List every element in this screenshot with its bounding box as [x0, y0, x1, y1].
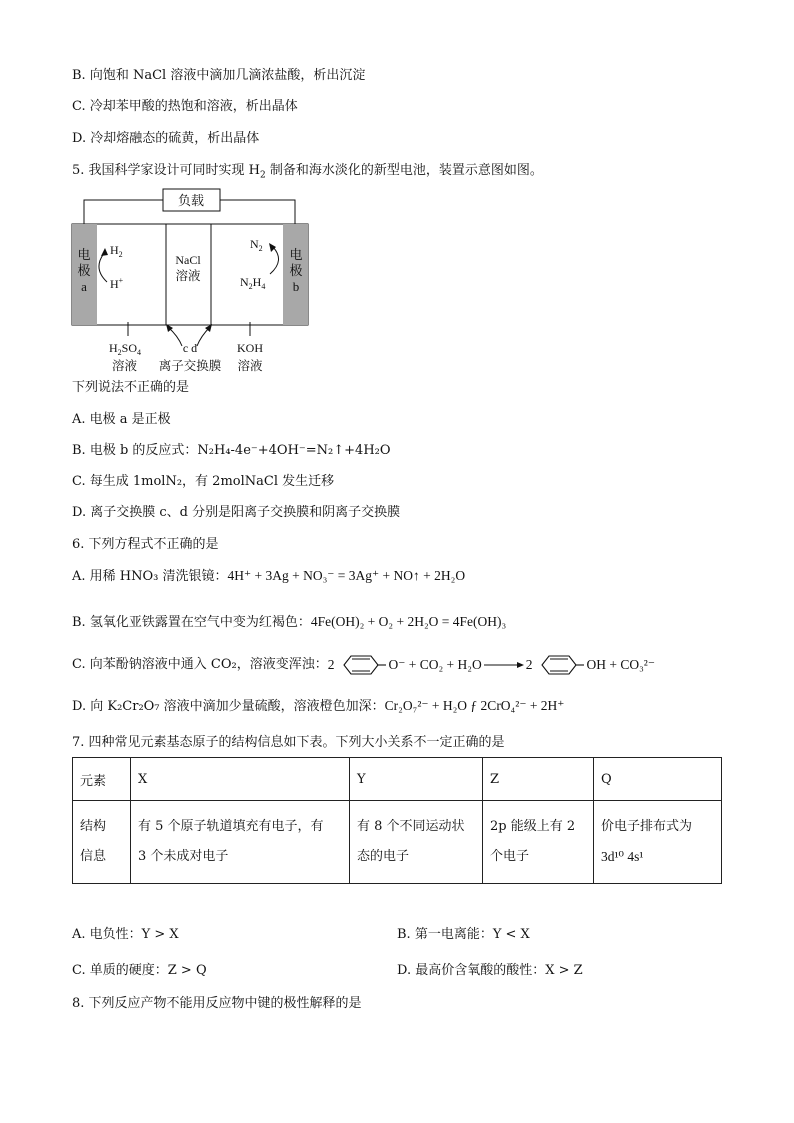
benzene-ring-icon [336, 654, 386, 676]
header-q: Q [594, 758, 722, 801]
benzene-ring-icon [534, 654, 584, 676]
electrode-a-char2: 极 [77, 263, 91, 278]
q5-stem: 5. 我国科学家设计可同时实现 $H_2$ 制备和海水淡化的新型电池，装置示意图如图。 [72, 163, 543, 181]
n2-label: $N_2$ [250, 237, 263, 253]
q5-option-a: A. 电极 a 是正极 [72, 412, 171, 427]
q7-option-d: D. 最高价含氧酸的酸性：X > Z [397, 963, 583, 978]
electrode-a-char1: 电 [77, 247, 91, 262]
membrane-label: 离子交换膜 [158, 359, 222, 373]
q7-option-c: C. 单质的硬度：Z > Q [72, 963, 207, 978]
koh-solution-label: 溶液 [237, 359, 263, 373]
electrode-b-char3: b [292, 279, 300, 294]
q7-stem: 7. 四种常见元素基态原子的结构信息如下表。下列大小关系不一定正确的是 [72, 735, 505, 750]
header-x: X [131, 758, 350, 801]
q-info: 价电子排布式为 3d¹⁰ 4s¹ [594, 801, 722, 884]
q5-option-d: D. 离子交换膜 c、d 分别是阳离子交换膜和阴离子交换膜 [72, 505, 401, 520]
load-label: 负载 [177, 193, 205, 208]
battery-diagram [60, 186, 320, 378]
row-label: 结构 信息 [73, 801, 131, 884]
cd-label: c d [182, 341, 198, 355]
element-info-table [72, 757, 722, 884]
table-row [73, 801, 722, 884]
n2h4-label: $N_2H_4$ [240, 275, 266, 291]
y-info: 有 8 个不同运动状 态的电子 [350, 801, 483, 884]
electrode-b-char1: 电 [289, 247, 303, 262]
wire-right [220, 200, 295, 224]
q4-option-b: B. 向饱和 NaCl 溶液中滴加几滴浓盐酸，析出沉淀 [72, 68, 366, 83]
q6-option-c: C. 向苯酚钠溶液中通入 CO₂，溶液变浑浊： 2 O⁻ + CO₂ + H₂O 2 OH + CO₃²⁻ [72, 654, 655, 676]
header-z: Z [483, 758, 594, 801]
wire-left [84, 200, 163, 224]
reaction-arrow-icon [484, 660, 524, 670]
nacl-solution-label: 溶液 [175, 269, 201, 283]
q6-option-d: D. 向 K₂Cr₂O₇ 溶液中滴加少量硫酸，溶液橙色加深：Cr₂O₇²⁻ + H₂O ƒ 2CrO₄²⁻ + 2H⁺ [72, 698, 565, 714]
h2so4-solution-label: 溶液 [112, 359, 138, 373]
q7-option-a: A. 电负性：Y > X [72, 927, 179, 942]
h2-label: $H_2$ [110, 243, 123, 259]
q4-option-c: C. 冷却苯甲酸的热饱和溶液，析出晶体 [72, 99, 298, 114]
q7-option-b: B. 第一电离能：Y < X [397, 927, 530, 942]
q6-stem: 6. 下列方程式不正确的是 [72, 537, 219, 552]
q6-option-b: B. 氢氧化亚铁露置在空气中变为红褐色：4Fe(OH)₂ + O₂ + 2H₂O = 4Fe(OH)₃ [72, 614, 507, 630]
q6-option-a: A. 用稀 HNO₃ 清洗银镜：4H⁺ + 3Ag + NO₃⁻ = 3Ag⁺ + NO↑ + 2H₂O [72, 568, 466, 584]
q4-option-d: D. 冷却熔融态的硫黄，析出晶体 [72, 131, 260, 146]
q5-option-c: C. 每生成 1molN₂，有 2molNaCl 发生迁移 [72, 474, 335, 489]
electrode-a-char3: a [81, 279, 87, 294]
q8-stem: 8. 下列反应产物不能用反应物中键的极性解释的是 [72, 996, 362, 1011]
x-info: 有 5 个原子轨道填充有电子，有 3 个未成对电子 [131, 801, 350, 884]
nacl-label: NaCl [175, 253, 201, 267]
h2so4-label: $H_2SO_4$ [109, 341, 142, 357]
electrode-b-char2: 极 [289, 263, 303, 278]
header-y: Y [350, 758, 483, 801]
q5-question: 下列说法不正确的是 [72, 380, 190, 395]
koh-label: KOH [237, 341, 263, 355]
hplus-label: H+ [110, 276, 124, 291]
table-header-row [73, 758, 722, 801]
header-element: 元素 [73, 758, 131, 801]
q5-option-b: B. 电极 b 的反应式：N₂H₄-4e⁻+4OH⁻=N₂↑+4H₂O [72, 443, 391, 458]
z-info: 2p 能级上有 2 个电子 [483, 801, 594, 884]
